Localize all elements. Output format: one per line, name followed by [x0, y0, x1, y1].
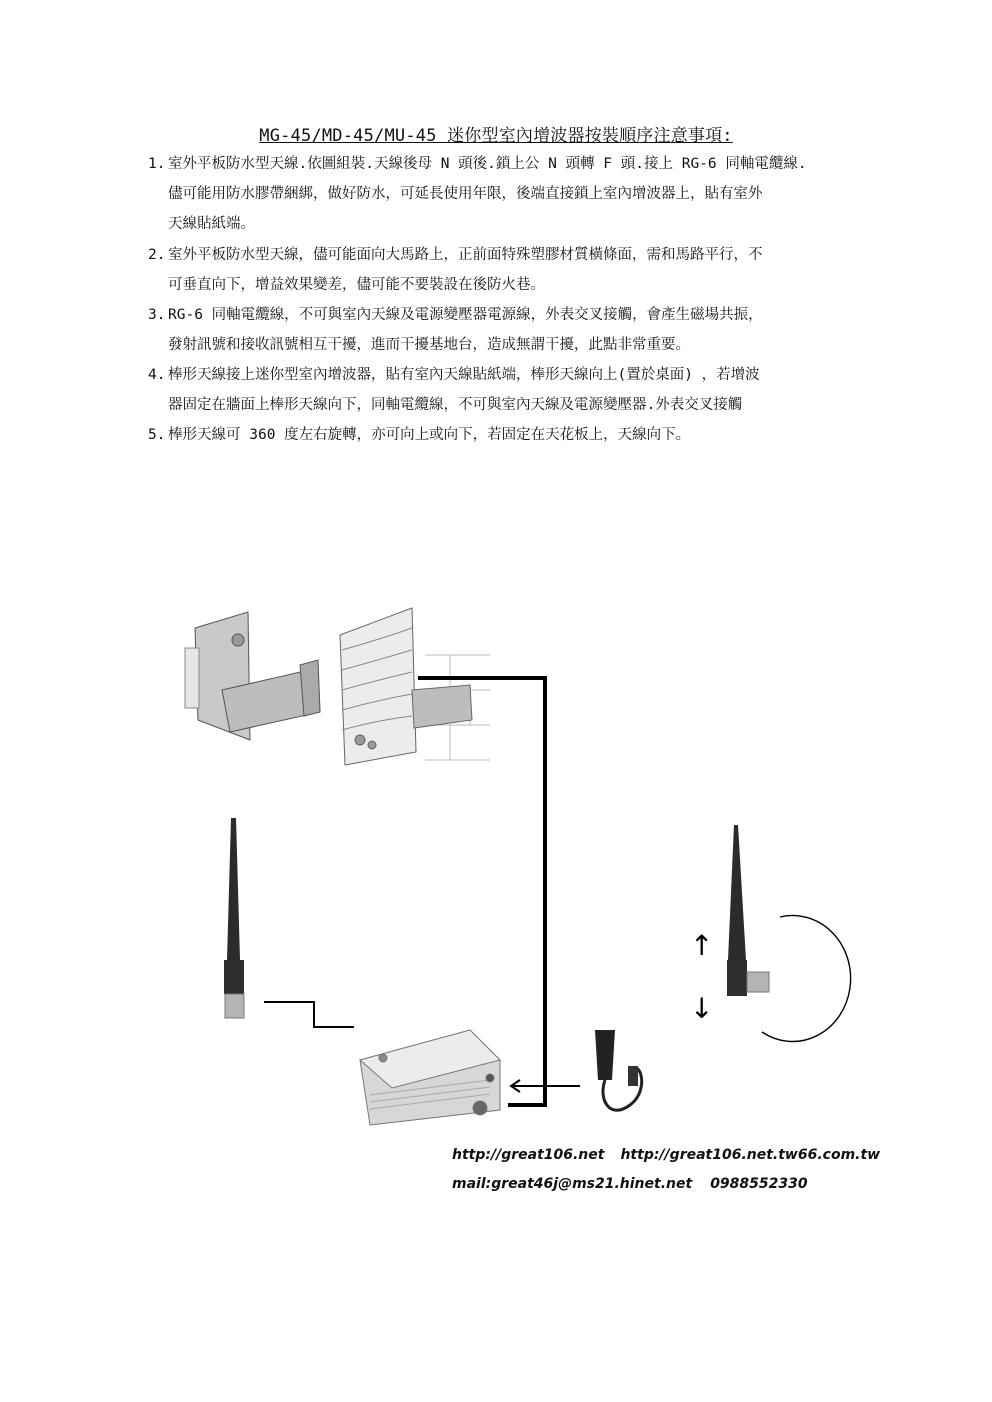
stick-antenna-right-icon: [727, 825, 769, 996]
item-line: 可垂直向下，增益效果變差，儘可能不要裝設在後防火巷。: [168, 277, 545, 293]
item-number: 1.: [148, 156, 166, 172]
item-line: 天線貼紙端。: [168, 216, 255, 232]
item-line: 室外平板防水型天線.依圖組裝.天線後母 N 頭後.鎖上公 N 頭轉 F 頭.接上 RG-6 同軸電纜線.: [168, 156, 807, 172]
stick-antenna-left-icon: [224, 818, 244, 1018]
email-link[interactable]: mail:great46j@ms21.hinet.net: [452, 1176, 693, 1192]
item-number: 3.: [148, 307, 166, 323]
website-link[interactable]: http://great106.net: [452, 1147, 605, 1163]
item-line: 器固定在牆面上棒形天線向下，同軸電纜線，不可與室內天線及電源變壓器.外表交叉接觸: [168, 397, 743, 413]
rotation-arc: [762, 915, 851, 1041]
item-line: RG-6 同軸電纜線，不可與室內天線及電源變壓器電源線，外表交叉接觸，會產生磁場共振，: [168, 307, 763, 323]
footer-line-1: [452, 1147, 880, 1163]
item-line: 發射訊號和接收訊號相互干擾，進而干擾基地台，造成無謂干擾，此點非常重要。: [168, 337, 690, 353]
panel-antenna-bracket-icon: [185, 612, 320, 740]
page-title: MG-45/MD-45/MU-45 迷你型室內增波器按裝順序注意事項:: [259, 126, 733, 146]
panel-antenna-wall-icon: [340, 608, 490, 765]
website-link-2[interactable]: http://great106.net.tw66.com.tw: [620, 1147, 881, 1163]
item-line: 棒形天線可 360 度左右旋轉，亦可向上或向下，若固定在天花板上，天線向下。: [168, 427, 691, 443]
item-line: 棒形天線接上迷你型室內增波器，貼有室內天線貼紙端，棒形天線向上(置於桌面) ，若增波: [168, 367, 760, 383]
power-adapter-icon: [595, 1030, 642, 1110]
arrow-down-icon: ↓: [690, 992, 714, 1025]
booster-device-icon: [360, 1030, 500, 1125]
antenna-cable-line: [264, 1002, 354, 1027]
item-number: 5.: [148, 427, 166, 443]
item-line: 儘可能用防水膠帶綑綁，做好防水，可延長使用年限，後端直接鎖上室內增波器上，貼有室外: [168, 186, 763, 202]
phone-number: 0988552330: [710, 1176, 808, 1192]
item-number: 2.: [148, 247, 166, 263]
arrow-up-icon: ↑: [690, 929, 714, 962]
item-line: 室外平板防水型天線，儘可能面向大馬路上，正前面特殊塑膠材質橫條面，需和馬路平行，不: [168, 247, 763, 263]
footer-line-2: [452, 1176, 808, 1192]
item-number: 4.: [148, 367, 166, 383]
